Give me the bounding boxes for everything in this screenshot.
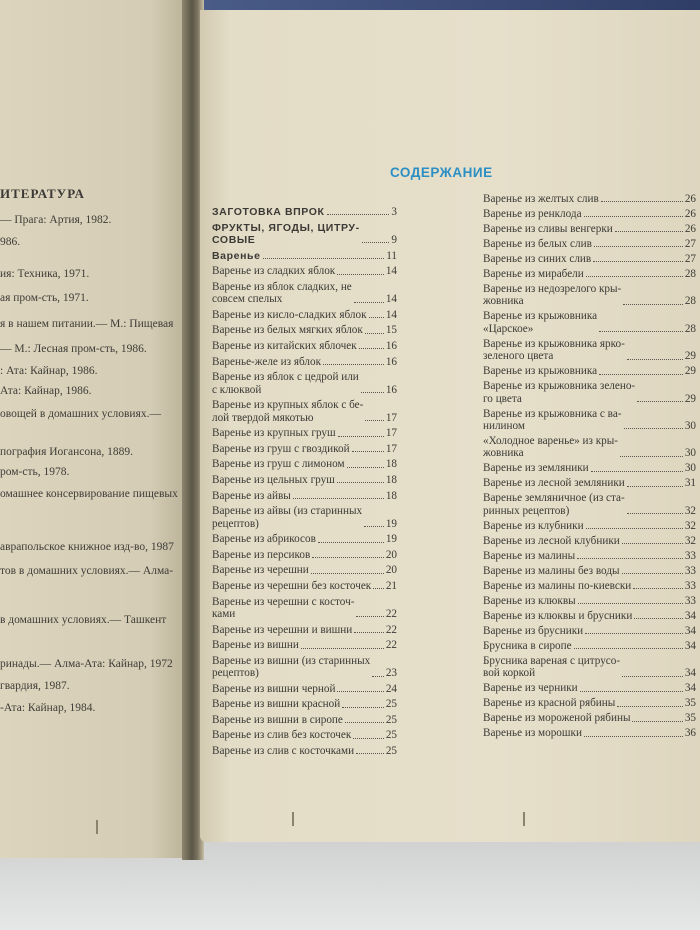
toc-page-number: 30: [684, 447, 696, 460]
toc-entry-title: Варенье из кисло-сладких яблок: [212, 308, 367, 321]
toc-entry: [483, 697, 696, 709]
toc-page-number: 35: [684, 697, 696, 710]
bibliography-line: — Прага: Артия, 1982.: [0, 214, 112, 226]
dot-leader: [373, 588, 384, 589]
dot-leader: [615, 231, 683, 232]
bibliography-line: я в нашем питании.— М.: Пищевая: [0, 318, 174, 330]
toc-page-number: 9: [391, 234, 397, 246]
toc-page-number: 29: [684, 392, 696, 405]
toc-entry: [212, 324, 397, 336]
toc-entry-title-cont: лой твердой мякотью: [212, 411, 314, 424]
toc-page-number: 24: [385, 682, 397, 695]
toc-entry: [483, 223, 696, 235]
dot-leader: [580, 691, 683, 692]
left-page: [0, 0, 189, 858]
literature-heading: ИТЕРАТУРА: [0, 186, 85, 201]
toc-entry: [212, 549, 397, 561]
toc-entry: [483, 625, 696, 637]
toc-entry-title: Варенье-желе из яблок: [212, 355, 322, 368]
toc-entry-title: Варенье из лесной клубники: [483, 534, 620, 547]
toc-page-number: 34: [684, 624, 696, 637]
toc-entry-title: Варенье из вишни: [212, 639, 299, 652]
toc-entry: [483, 338, 696, 363]
bibliography-line: — М.: Лесная пром-сть, 1986.: [0, 343, 147, 355]
bibliography-line: овощей в домашних условиях.—: [0, 408, 161, 420]
dot-leader: [365, 420, 383, 421]
dot-leader: [263, 258, 385, 259]
dot-leader: [353, 738, 384, 739]
toc-entry: [212, 356, 397, 368]
toc-page-number: 26: [684, 223, 696, 235]
toc-entry-title: Варенье из сладких яблок: [212, 265, 336, 278]
toc-page-number: 29: [684, 365, 696, 378]
toc-page-number: 17: [385, 442, 397, 455]
bibliography-line: пография Иогансона, 1889.: [0, 446, 134, 458]
toc-page-number: 33: [684, 594, 696, 607]
toc-entry-title: Варенье из айвы (из старинных: [212, 505, 363, 518]
toc-entry: [212, 309, 397, 321]
binding-stitch: [523, 812, 525, 826]
dot-leader: [624, 428, 683, 429]
toc-title: СОДЕРЖАНИЕ: [390, 165, 493, 180]
toc-entry: [483, 595, 696, 607]
dot-leader: [623, 304, 683, 305]
toc-entry: [212, 458, 397, 470]
dot-leader: [327, 214, 390, 215]
dot-leader: [323, 364, 384, 365]
toc-entry-title: Брусника вареная с цитрусо-: [483, 654, 621, 667]
dot-leader: [622, 543, 683, 544]
toc-entry-title: Варенье из малины по-киевски: [483, 579, 632, 592]
bibliography-line: аврапольское книжное изд-во, 1987: [0, 541, 174, 553]
bibliography-line: ром-сть, 1978.: [0, 466, 70, 478]
dot-leader: [342, 707, 384, 708]
toc-entry-title: ФРУКТЫ, ЯГОДЫ, ЦИТРУ-: [212, 221, 360, 234]
dot-leader: [361, 392, 384, 393]
toc-page-number: 27: [684, 253, 696, 265]
toc-entry-title-cont: ками: [212, 607, 236, 620]
dot-leader: [586, 528, 683, 529]
toc-entry: [212, 580, 397, 592]
dot-leader: [337, 482, 384, 483]
toc-entry-title: Варенье из слив без косточек: [212, 729, 352, 742]
toc-entry: [212, 596, 397, 621]
toc-entry-title: Варенье из мороженой рябины: [483, 712, 631, 725]
toc-page-number: 14: [385, 293, 397, 306]
toc-page-number: 26: [684, 193, 696, 205]
toc-page-number: 17: [385, 427, 397, 440]
toc-column-2: [483, 193, 696, 742]
toc-page-number: 17: [385, 411, 397, 424]
toc-page-number: 26: [684, 208, 696, 220]
toc-page-number: 16: [385, 355, 397, 368]
toc-page-number: 28: [684, 322, 696, 335]
bibliography-line: в домашних условиях.— Ташкент: [0, 614, 167, 626]
toc-entry-title: Варенье из малины без воды: [483, 564, 620, 577]
toc-entry: [212, 714, 397, 726]
toc-entry-title: Варенье из земляники: [483, 462, 589, 475]
dot-leader: [364, 526, 384, 527]
toc-entry-title: Варенье из цельных груш: [212, 473, 335, 486]
toc-entry-title-cont: с клюквой: [212, 383, 262, 396]
toc-page-number: 33: [684, 549, 696, 562]
dot-leader: [591, 471, 683, 472]
toc-entry-title: Варенье из китайских яблочек: [212, 339, 357, 352]
toc-entry: [483, 408, 696, 433]
toc-entry: [212, 698, 397, 710]
toc-entry: [483, 238, 696, 250]
toc-page-number: 32: [684, 519, 696, 532]
toc-entry-title: Варенье из крыжовника с ва-: [483, 407, 622, 420]
toc-entry-title: Варенье из айвы: [212, 489, 291, 502]
toc-page-number: 14: [385, 308, 397, 321]
dot-leader: [577, 558, 683, 559]
toc-entry-title: Варенье из синих слив: [483, 253, 592, 265]
toc-entry-title: Варенье из груш с лимоном: [212, 458, 345, 471]
toc-page-number: 14: [385, 265, 397, 278]
toc-page-number: 36: [684, 727, 696, 740]
dot-leader: [347, 467, 384, 468]
toc-page-number: 34: [684, 682, 696, 695]
toc-entry-title: Варенье из абрикосов: [212, 533, 316, 546]
toc-entry-title: Брусника в сиропе: [483, 639, 572, 652]
binding-stitch: [96, 820, 98, 834]
toc-page-number: 15: [385, 324, 397, 337]
dot-leader: [622, 573, 683, 574]
toc-page-number: 25: [385, 713, 397, 726]
bibliography-line: -Ата: Кайнар, 1984.: [0, 702, 96, 714]
bibliography-line: : Ата: Кайнар, 1986.: [0, 365, 98, 377]
toc-page-number: 19: [385, 533, 397, 546]
toc-entry-title: Варенье из яблок с цедрой или: [212, 371, 359, 384]
toc-entry-title-cont: зеленого цвета: [483, 350, 554, 363]
bibliography-line: Ата: Кайнар, 1986.: [0, 385, 92, 397]
toc-entry: [212, 533, 397, 545]
dot-leader: [362, 242, 390, 243]
dot-leader: [369, 317, 384, 318]
dot-leader: [365, 333, 384, 334]
toc-entry-title: Варенье из черешни и вишни: [212, 623, 353, 636]
bibliography-line: омашнее консервирование пищевых: [0, 488, 178, 500]
toc-entry-title: Варенье из черешни с косточ-: [212, 595, 355, 608]
toc-entry-title: Варенье из малины: [483, 549, 576, 562]
toc-entry-title: Варенье из персиков: [212, 548, 311, 561]
toc-entry: [483, 477, 696, 489]
toc-entry-title-cont: рецептов): [212, 517, 259, 530]
toc-entry: [212, 399, 397, 424]
toc-page-number: 25: [385, 745, 397, 758]
toc-entry: [483, 580, 696, 592]
toc-page-number: 21: [385, 579, 397, 592]
toc-entry-title: Варенье из недозрелого кры-: [483, 283, 622, 295]
toc-entry: [212, 505, 397, 530]
toc-entry: [212, 281, 397, 306]
toc-page-number: 33: [684, 579, 696, 592]
toc-entry: [212, 729, 397, 741]
toc-entry-title-cont: жовника: [483, 295, 524, 308]
dot-leader: [301, 648, 384, 649]
toc-entry-title: Варенье из мирабели: [483, 268, 584, 280]
toc-page-number: 22: [385, 639, 397, 652]
dot-leader: [356, 616, 383, 617]
toc-entry: [483, 712, 696, 724]
toc-entry-title: Варенье из клюквы: [483, 594, 576, 607]
dot-leader: [632, 721, 682, 722]
toc-entry-title-cont: жовника: [483, 447, 524, 460]
dot-leader: [312, 557, 384, 558]
dot-leader: [337, 274, 384, 275]
toc-entry-title: Варенье из клубники: [483, 519, 584, 532]
toc-entry: [212, 250, 397, 262]
toc-page-number: 25: [385, 698, 397, 711]
dot-leader: [593, 261, 683, 262]
toc-page-number: 19: [385, 517, 397, 530]
toc-page-number: 34: [684, 639, 696, 652]
dot-leader: [599, 331, 683, 332]
toc-page-number: 35: [684, 712, 696, 725]
toc-page-number: 32: [684, 534, 696, 547]
toc-entry-title: Варенье из вишни в сиропе: [212, 713, 343, 726]
toc-entry-title: Варенье из клюквы и брусники: [483, 609, 633, 622]
binding-stitch: [292, 812, 294, 826]
dot-leader: [293, 498, 384, 499]
dot-leader: [338, 436, 384, 437]
toc-entry: [483, 268, 696, 280]
bibliography-line: 986.: [0, 236, 21, 248]
dot-leader: [352, 451, 384, 452]
bibliography-line: ая пром-сть, 1971.: [0, 292, 89, 304]
toc-entry: [212, 490, 397, 502]
bibliography-line: ия: Техника, 1971.: [0, 268, 90, 280]
bibliography-line: гвардия, 1987.: [0, 680, 70, 692]
toc-entry-title: Варенье земляничное (из ста-: [483, 492, 625, 505]
toc-entry: [483, 462, 696, 474]
dot-leader: [318, 542, 384, 543]
dot-leader: [620, 456, 683, 457]
toc-entry-title: Варенье из лесной земляники: [483, 477, 625, 490]
toc-page-number: 22: [385, 607, 397, 620]
toc-entry: [483, 283, 696, 308]
toc-entry-title: Варенье из крыжовника: [483, 310, 598, 323]
dot-leader: [311, 573, 384, 574]
toc-entry-title: Варенье из черешни: [212, 564, 309, 577]
toc-entry-title: Варенье из груш с гвоздикой: [212, 442, 350, 455]
toc-entry: [212, 371, 397, 396]
toc-entry-title: Варенье из черешни без косточек: [212, 579, 372, 592]
toc-entry: [483, 380, 696, 405]
toc-page-number: 18: [385, 489, 397, 502]
toc-entry-title: Варенье из крыжовника: [483, 365, 598, 378]
dot-leader: [585, 633, 683, 634]
dot-leader: [584, 736, 683, 737]
toc-entry-title: Варенье: [212, 249, 261, 262]
dot-leader: [359, 348, 384, 349]
dot-leader: [594, 246, 683, 247]
toc-entry-title-cont: совсем спелых: [212, 293, 283, 306]
dot-leader: [584, 216, 683, 217]
toc-entry: [483, 208, 696, 220]
toc-entry-title-cont: рецептов): [212, 667, 259, 680]
toc-page-number: 28: [684, 268, 696, 280]
toc-entry: [212, 222, 397, 247]
toc-page-number: 30: [684, 462, 696, 475]
dot-leader: [372, 676, 384, 677]
toc-entry-title: Варенье из красной рябины: [483, 697, 616, 710]
toc-entry: [212, 443, 397, 455]
toc-entry-title: Варенье из крыжовника зелено-: [483, 380, 636, 393]
toc-entry: [212, 474, 397, 486]
toc-entry-title-cont: нилином: [483, 420, 525, 433]
dot-leader: [354, 632, 384, 633]
toc-page-number: 22: [385, 623, 397, 636]
toc-entry-title-cont: вой коркой: [483, 667, 536, 680]
toc-page-number: 20: [385, 564, 397, 577]
dot-leader: [617, 706, 683, 707]
toc-entry: [212, 340, 397, 352]
toc-page-number: 29: [684, 350, 696, 363]
toc-entry-title: Варенье из брусники: [483, 624, 584, 637]
dot-leader: [599, 374, 683, 375]
bibliography-line: ринады.— Алма-Ата: Кайнар, 1972: [0, 658, 173, 670]
toc-entry: [483, 727, 696, 739]
toc-page-number: 3: [391, 206, 397, 218]
toc-entry-title: Варенье из вишни (из старинных: [212, 654, 371, 667]
dot-leader: [586, 276, 683, 277]
toc-entry-title: ЗАГОТОВКА ВПРОК: [212, 206, 325, 218]
toc-entry: [483, 253, 696, 265]
toc-entry-title-cont: СОВЫЕ: [212, 234, 256, 246]
toc-entry-title: Варенье из яблок сладких, не: [212, 280, 352, 293]
dot-leader: [637, 401, 683, 402]
toc-entry-title: Варенье из крыжовника ярко-: [483, 337, 625, 350]
toc-entry-title: «Холодное варенье» из кры-: [483, 435, 619, 448]
toc-entry-title: Варенье из ренклода: [483, 208, 582, 220]
toc-entry-title: Варенье из сливы венгерки: [483, 223, 613, 235]
toc-entry-title-cont: го цвета: [483, 392, 522, 405]
dot-leader: [634, 618, 682, 619]
toc-column-1: [212, 206, 397, 761]
toc-page-number: 31: [684, 477, 696, 490]
toc-page-number: 18: [385, 473, 397, 486]
dot-leader: [574, 648, 683, 649]
dot-leader: [627, 513, 683, 514]
toc-entry: [212, 206, 397, 218]
dot-leader: [356, 753, 384, 754]
dot-leader: [354, 302, 384, 303]
dot-leader: [627, 359, 683, 360]
toc-entry: [483, 610, 696, 622]
toc-entry: [483, 565, 696, 577]
toc-page-number: 30: [684, 420, 696, 433]
toc-entry-title: Варенье из вишни черной: [212, 682, 336, 695]
toc-page-number: 27: [684, 238, 696, 250]
toc-entry-title: Варенье из желтых слив: [483, 193, 599, 205]
toc-entry: [212, 624, 397, 636]
toc-entry: [483, 492, 696, 517]
toc-entry: [212, 745, 397, 757]
dot-leader: [633, 588, 683, 589]
toc-entry-title-cont: «Царское»: [483, 322, 534, 335]
toc-entry: [483, 365, 696, 377]
toc-page-number: 34: [684, 609, 696, 622]
toc-entry: [483, 435, 696, 460]
toc-entry-title: Варенье из крупных яблок с бе-: [212, 399, 364, 412]
toc-page-number: 16: [385, 383, 397, 396]
toc-page-number: 25: [385, 729, 397, 742]
toc-entry: [212, 265, 397, 277]
toc-entry: [483, 655, 696, 680]
dot-leader: [337, 691, 383, 692]
toc-entry: [212, 564, 397, 576]
toc-entry-title: Варенье из морошки: [483, 727, 582, 740]
dot-leader: [622, 676, 683, 677]
toc-entry: [483, 682, 696, 694]
toc-page-number: 33: [684, 564, 696, 577]
toc-entry: [483, 520, 696, 532]
toc-entry: [483, 550, 696, 562]
bibliography-line: тов в домашних условиях.— Алма-: [0, 565, 174, 577]
toc-entry-title: Варенье из белых слив: [483, 238, 592, 250]
toc-entry-title: Варенье из вишни красной: [212, 698, 341, 711]
toc-entry: [483, 640, 696, 652]
toc-entry: [212, 427, 397, 439]
toc-page-number: 32: [684, 504, 696, 517]
toc-entry: [483, 193, 696, 205]
toc-page-number: 11: [386, 249, 397, 262]
dot-leader: [578, 603, 683, 604]
toc-page-number: 16: [385, 339, 397, 352]
toc-page-number: 18: [385, 458, 397, 471]
toc-entry: [483, 310, 696, 335]
toc-page-number: 34: [684, 667, 696, 680]
toc-page-number: 23: [385, 667, 397, 680]
toc-page-number: 28: [684, 295, 696, 308]
toc-entry-title-cont: ринных рецептов): [483, 504, 570, 517]
toc-entry: [212, 655, 397, 680]
toc-entry: [483, 535, 696, 547]
dot-leader: [345, 722, 384, 723]
toc-entry: [212, 639, 397, 651]
toc-entry-title: Варенье из черники: [483, 682, 578, 695]
dot-leader: [601, 201, 683, 202]
toc-entry-title: Варенье из слив с косточками: [212, 745, 355, 758]
toc-entry-title: Варенье из белых мягких яблок: [212, 324, 363, 337]
dot-leader: [627, 486, 683, 487]
toc-entry-title: Варенье из крупных груш: [212, 427, 336, 440]
toc-entry: [212, 683, 397, 695]
toc-page-number: 20: [385, 548, 397, 561]
